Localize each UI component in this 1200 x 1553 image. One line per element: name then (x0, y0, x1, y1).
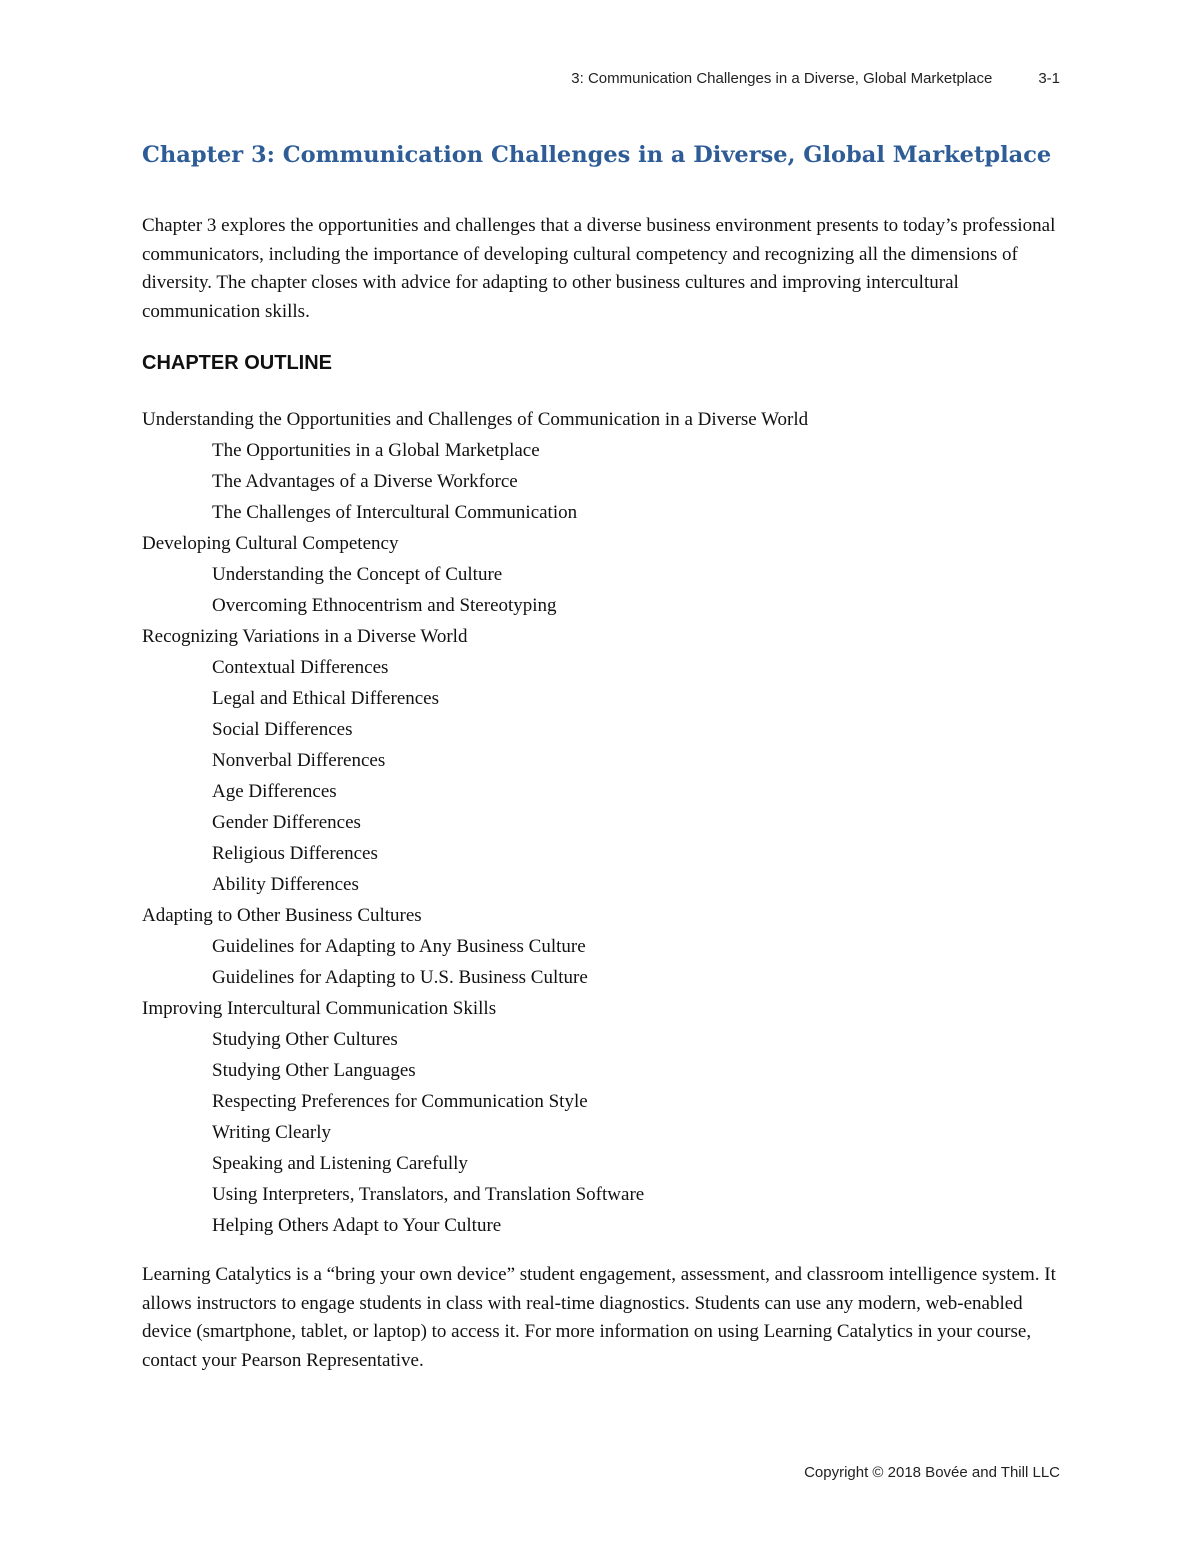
outline-subtopic: Overcoming Ethnocentrism and Stereotyping (212, 595, 557, 616)
outline-subtopic: Helping Others Adapt to Your Culture (212, 1215, 502, 1236)
outline-subtopic: Writing Clearly (212, 1122, 332, 1143)
outline-topic: Understanding the Opportunities and Challenges of Communication in a Diverse World (142, 409, 809, 430)
outline-subtopic: Speaking and Listening Carefully (212, 1153, 468, 1174)
outline-subtopic: Understanding the Concept of Culture (212, 564, 503, 585)
outline-subtopic: The Challenges of Intercultural Communication (212, 502, 578, 523)
outline-topic: Recognizing Variations in a Diverse World (142, 626, 468, 647)
outline-subtopic: Legal and Ethical Differences (212, 688, 440, 709)
chapter-outline-heading: CHAPTER OUTLINE (142, 352, 332, 374)
outline-subtopic: Social Differences (212, 719, 353, 740)
copyright-footer: Copyright © 2018 Bovée and Thill LLC (804, 1464, 1060, 1481)
chapter-outline-list (142, 404, 1062, 1241)
outline-subtopic: Gender Differences (212, 812, 361, 833)
outline-subtopic: Studying Other Cultures (212, 1029, 398, 1050)
outline-subtopic: The Advantages of a Diverse Workforce (212, 471, 518, 492)
outline-topic: Developing Cultural Competency (142, 533, 399, 554)
outline-subtopic: Ability Differences (212, 874, 359, 895)
outline-subtopic: The Opportunities in a Global Marketplace (212, 440, 540, 461)
learning-catalytics-paragraph: Learning Catalytics is a “bring your own device” student engagement, assessment, and classroom intelligence system. It allows instructors to engage students in class with real-time diagnostics. Students can use any modern, web-enabled device (smartphone, tablet, or laptop) to access it. For more information on using Learning Catalytics in your course, contact your Pearson Representative. (142, 1264, 1056, 1372)
page-number: 3-1 (1038, 70, 1060, 87)
outline-subtopic: Contextual Differences (212, 657, 389, 678)
chapter-title: Chapter 3: Communication Challenges in a Diverse, Global Marketplace (142, 142, 1052, 168)
outline-subtopic: Using Interpreters, Translators, and Translation Software (212, 1184, 645, 1205)
outline-subtopic: Religious Differences (212, 843, 378, 864)
outline-subtopic: Guidelines for Adapting to Any Business Culture (212, 936, 586, 957)
outline-subtopic: Age Differences (212, 781, 337, 802)
outline-subtopic: Guidelines for Adapting to U.S. Business Culture (212, 967, 588, 988)
outline-topic: Improving Intercultural Communication Skills (142, 998, 497, 1019)
outline-topic: Adapting to Other Business Cultures (142, 905, 422, 926)
running-header-title: 3: Communication Challenges in a Diverse, Global Marketplace (571, 70, 993, 87)
chapter-intro-paragraph: Chapter 3 explores the opportunities and challenges that a diverse business environment presents to today’s professional communicators, including the importance of developing cultural competency and recognizing all the dimensions of diversity. The chapter closes with advice for adapting to other business cultures and improving intercultural communication skills. (142, 215, 1056, 323)
outline-subtopic: Respecting Preferences for Communication Style (212, 1091, 588, 1112)
running-header (0, 70, 1060, 87)
outline-subtopic: Studying Other Languages (212, 1060, 416, 1081)
outline-subtopic: Nonverbal Differences (212, 750, 386, 771)
